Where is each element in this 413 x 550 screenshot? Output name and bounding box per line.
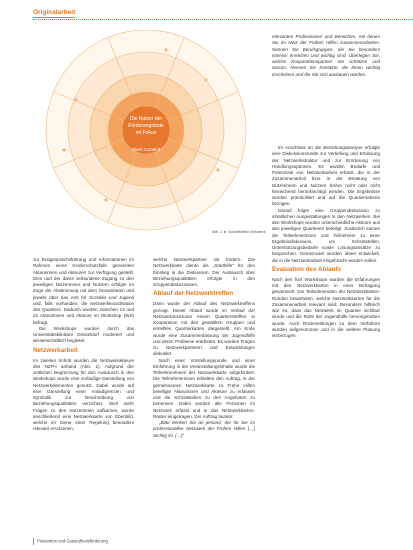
col3-section-paragraph: Nach den fünf Workshops wurden die Erfahrungen mit den Netzwerkkarten in einer Befragung gesammelt. Die Teilnehmenden der Netzwerkkarten-Runden bewerteten, welche Netzwerkkarten für die Zusammenarbeit relevant sind. Besonders hilfreich war es, dass das Netzwerk im Quartier sichtbar wurde und die Rolle der Jugendhilfe hervorgehoben wurde. Auch Rückmeldungen zu dem Verfahren wurden aufgenommen und in die weitere Planung einbezogen. — [272, 276, 380, 338]
center-label-line-1: Die Nutzer der — [129, 116, 163, 122]
figure-caption: Abb. 1 ► Schnittstellen-Netzwerk — [212, 230, 266, 234]
section-heading: Ablauf der Netzwerktreffen — [153, 290, 234, 298]
network-node — [216, 168, 219, 171]
col1-paragraph: Die Workshops wurden durch das Universitätsklinikum Düsseldorf moderiert und wissenschaftlich begleitet. — [33, 325, 134, 344]
header-rule — [33, 19, 413, 20]
col1-paragraph: zur Erstgesprächsführung und Informationen im Rahmen eines Kinderschutzfalls genannten Akteurinnen und Akteuren zur Verfügung gestellt. Dies und der damit verbundene Zugang zu den jeweiligen Nutzerinnen und Nutzern erfolgte im Zuge der Abstimmung mit dem Gesamtteam und jeweils über das Amt für Soziales und Jugend und, falls vorhanden, die Netzwerkkoordination des Quartiers. Dadurch wurden zwischen 13 und 22 Akteurinnen und Akteure im Workshop (WS) befragt. — [33, 257, 134, 325]
network-node — [204, 78, 207, 81]
page-footer — [33, 538, 108, 545]
center-label-line-2: Förderangebote — [128, 123, 164, 129]
network-diagram — [33, 30, 259, 245]
col1-section-paragraph: Im zweiten Schritt wurden die Netzwerkakteure des NZFH anhand (Abb. 1). Aufgrund der zeitlichen Begrenzung für den Austausch in den Workshops wurde eine vorläufige Darstellung von Netzwerkelementen genutzt. Dabei wurde auf eine Darstellung einer Anlaufgrenzen und Symbolik zur Beschreibung von Beziehungsqualitäten verzichtet. Weil mehr Fragen zu den Nutzerinnen aufkamen, wurde anschließend eine Netzwerkkarte von Ebenbild, welche im Sinne einer Regelung besonders relevant erschienen. — [33, 357, 134, 432]
column-2 — [153, 257, 255, 439]
column-3 — [272, 34, 380, 78]
col3-paragraph: Im Anschluss an die Beziehungsanalyse erfolgte eine Diskussionsrunde zur Vertiefung und Erfassung der Netzwerkstruktur und zur Erörterung von Handlungsoptionen. Es wurden Bedarfe und Potenziale von Netzwerkarbeit erfasst, die in der Zusammenarbeit bzw. in der Beratung von Nutzerinnen und Nutzern bisher nicht oder nicht hinreichend berücksichtigt werden. Die Ergebnisse wurden protokolliert und auf die Quartiersebene bezogen. — [272, 145, 380, 207]
col2-section-paragraph: Dann wurde der Ablauf des Netzwerktreffens gezeigt. Dieser Ablauf wurde im Verlauf der Netzwerkstrukturen einem Quartierstreffen in Kooperation mit den gewählten Gruppen und erstellten Quartierkarten dargestellt. Am Ende wurde eine Zusammenfassung der Jugendhilfe und deren Probleme erarbeitet. Es wurden Fragen zu Netzwerkpartnern und Entwicklungen diskutiert. — [153, 301, 255, 357]
col2-section-paragraph: Nach einer Vorstellungsrunde und einer Einführung in die Veranstaltungsinhalte wurde die Teilnehmerinnen der Netzwerkkarte aufgefordert. Die Teilnehmerinnen erhielten den Auftrag, in der gemeinsamen Netzwerkkarte zu Frühe Hilfen beteiligte Akteurinnen und Akteure zu erfassen und die Schnittstellen zu den Angeboten zu benennen. Dabei wurden alle Personen im Netzwerk erfasst und in das Netzwerkkarten-Raster eingetragen. Der Auftrag lautete: — [153, 357, 255, 419]
col2-paragraph: welche Netzwerkpartner sie fördern. Die Netzwerkkarte diente als „Starthilfe“ für den Einstieg in die Diskussion. Der Austausch über Beziehungsqualitäten erfolgte in den Gruppendiskussionen. — [153, 257, 255, 287]
network-node — [164, 48, 167, 51]
section-heading: Netzwerkarbeit — [33, 346, 78, 354]
journal-name: Prävention und Gesundheitsförderung — [37, 538, 108, 544]
section-heading: Evaluation des Ablaufs — [272, 265, 342, 273]
center-label-line-3: im Fokus — [135, 130, 157, 136]
footer-bar — [33, 538, 34, 545]
col3-quote-continuation: relevanten Professionen und Bereichen, mit denen Sie im Netz der Frühen Hilfen zusammenarbeiten. Nennen Sie Berufsgruppen, die Sie besonders intensiv erreichen und wichtig sind. Überlegen Sie, welche Kooperationspartner Sie schätzen und warum. Nennen Sie Kontakte, die Ihnen wichtig erscheinen und die Sie sich ausbauen würden. — [272, 34, 380, 77]
col2-quote: „Bitte denken Sie an jemand, der für Sie im professionellen Netzwerk der Frühen Hilfen […] wichtig ist. […]“ — [153, 420, 255, 438]
article-type-label: Originalarbeit — [33, 9, 76, 16]
network-node — [62, 148, 65, 151]
network-node — [104, 198, 107, 201]
network-node — [74, 98, 77, 101]
column-3-body — [272, 145, 380, 339]
col3-paragraph: Darauf folgte eine Gruppendiskussion zu inhaltlichen Ausgestaltungen in den Netzwerken. Bei den Workshops wurden unterschiedliche Akteure aus den jeweiligen Quartieren beteiligt. Zusätzlich kamen die Teilnehmerinnen und Teilnehmer zu einer Ergebnisdiskussion, um Schnittstellen, Unterstützungsbedarfe sowie Lösungsansätze zu besprechen. Gemeinsam wurden Ideen entwickelt, die in die Netzwerkarbeit eingebracht werden sollen. — [272, 207, 380, 263]
inner-ring-label: Stern Content — [131, 147, 161, 152]
column-1 — [33, 257, 134, 433]
